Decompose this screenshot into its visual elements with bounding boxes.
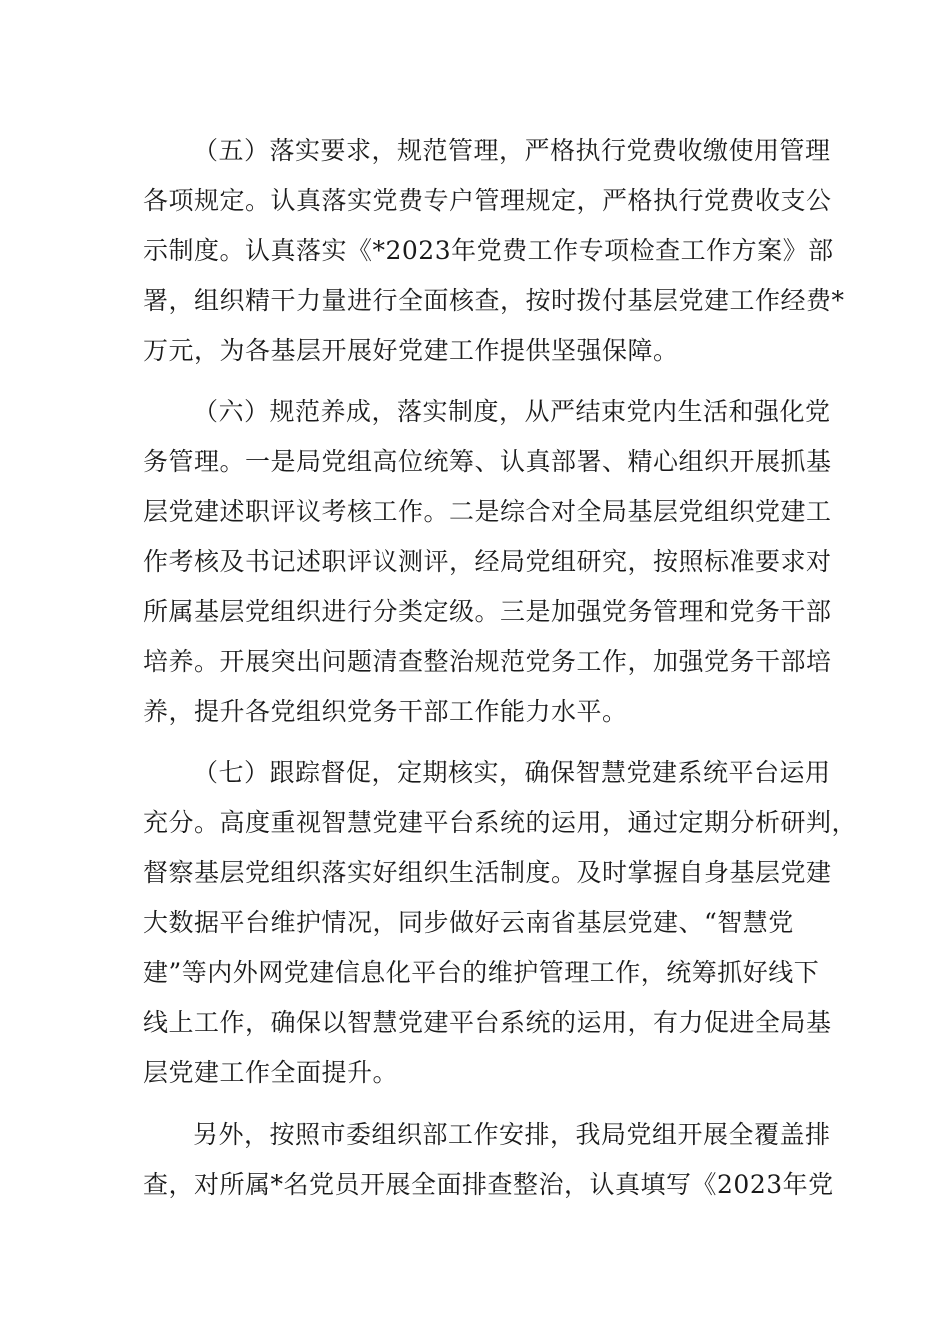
- text-line: 示制度。认真落实《*2023年党费工作专项检查工作方案》部: [143, 236, 834, 265]
- text-line: 另外，按照市委组织部工作安排，我局党组开展全覆盖排: [193, 1120, 831, 1149]
- text-line: 养，提升各党组织党务干部工作能力水平。: [143, 697, 628, 726]
- text-line: 层党建述职评议考核工作。二是综合对全局基层党组织党建工: [143, 497, 832, 526]
- text-line: 查，对所属*名党员开展全面排查整治，认真填写《2023年党: [143, 1170, 834, 1199]
- text-line: 线上工作，确保以智慧党建平台系统的运用，有力促进全局基: [143, 1008, 832, 1037]
- text-line: （七）跟踪督促，定期核实，确保智慧党建系统平台运用: [193, 758, 831, 787]
- text-line: 充分。高度重视智慧党建平台系统的运用，通过定期分析研判，: [143, 808, 858, 837]
- text-line: 大数据平台维护情况，同步做好云南省基层党建、“智慧党: [143, 908, 794, 937]
- text-line: 万元，为各基层开展好党建工作提供坚强保障。: [143, 336, 679, 365]
- text-line: 建”等内外网党建信息化平台的维护管理工作，统筹抓好线下: [143, 958, 820, 987]
- text-line: 各项规定。认真落实党费专户管理规定，严格执行党费收支公: [143, 186, 832, 215]
- text-line: 所属基层党组织进行分类定级。三是加强党务管理和党务干部: [143, 597, 832, 626]
- text-line: 务管理。一是局党组高位统筹、认真部署、精心组织开展抓基: [143, 447, 832, 476]
- text-line: （五）落实要求，规范管理，严格执行党费收缴使用管理: [193, 136, 831, 165]
- text-line: 署，组织精干力量进行全面核查，按时拨付基层党建工作经费*: [143, 286, 845, 315]
- text-line: 作考核及书记述职评议测评，经局党组研究，按照标准要求对: [143, 547, 832, 576]
- text-line: （六）规范养成，落实制度，从严结束党内生活和强化党: [193, 397, 831, 426]
- text-line: 培养。开展突出问题清查整治规范党务工作，加强党务干部培: [143, 647, 832, 676]
- text-line: 层党建工作全面提升。: [143, 1058, 399, 1087]
- text-line: 督察基层党组织落实好组织生活制度。及时掌握自身基层党建: [143, 858, 832, 887]
